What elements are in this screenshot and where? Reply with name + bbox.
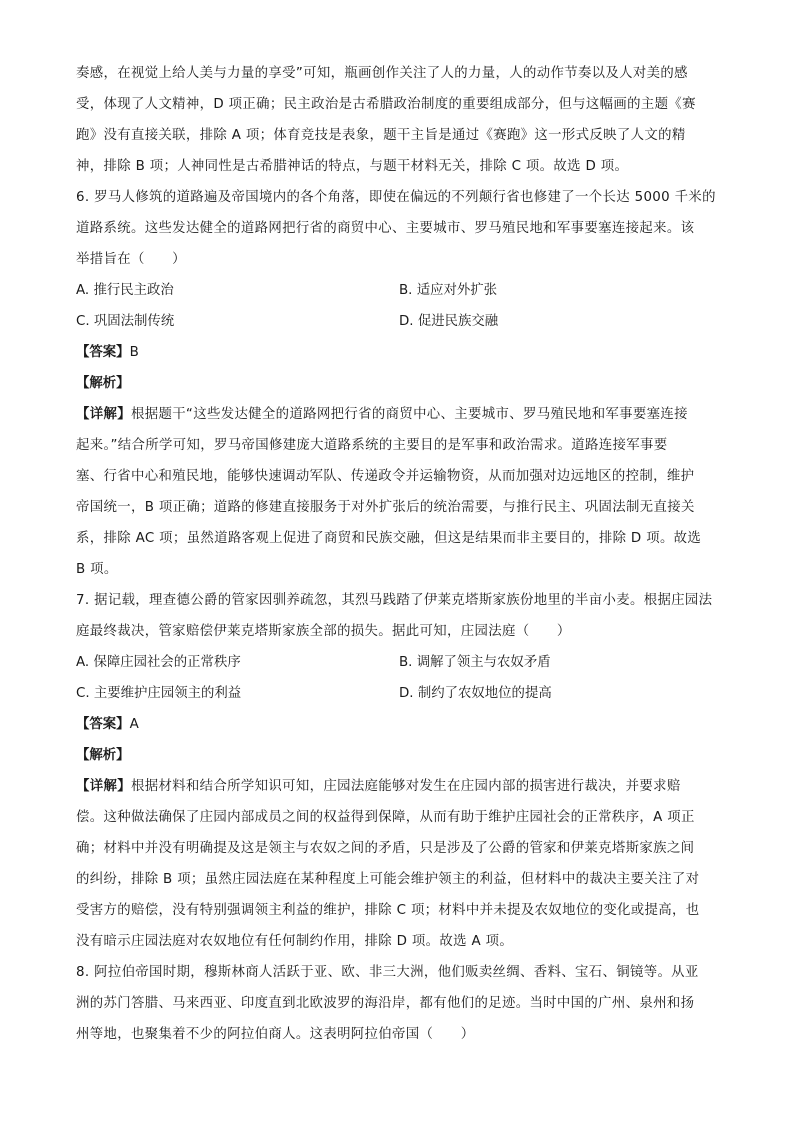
- detail-text: 根据题干“这些发达健全的道路网把行省的商贸中心、主要城市、罗马殖民地和军事要塞连接: [130, 407, 688, 422]
- prev-analysis: [76, 58, 721, 182]
- options-row: [76, 275, 721, 306]
- detail-line: 帝国统一，B 项正确；道路的修建直接服务于对外扩张后的统治需要，与推行民主、巩固法制无直接关: [76, 500, 695, 515]
- question-stem-line: 6. 罗马人修筑的道路遍及帝国境内的各个角落，即使在偏远的不列颠行省也修建了一个长达 5000 千米的: [76, 190, 716, 205]
- options-row: [76, 647, 721, 678]
- text-line: 神，排除 B 项；人神同性是古希腊神话的特点，与题干材料无关，排除 C 项。故选 D 项。: [76, 159, 629, 174]
- question-stem-line: 洲的苏门答腊、马来西亚、印度直到北欧波罗的海沿岸，都有他们的足迹。当时中国的广州、泉州和扬: [76, 996, 695, 1011]
- answer-tag: 【答案】: [76, 717, 130, 732]
- detail-line: 系，排除 AC 项；虽然道路客观上促进了商贸和民族交融，但这是结果而非主要目的，排除 D 项。故选: [76, 531, 702, 546]
- detail-tag: 【详解】: [76, 779, 131, 794]
- detail-line: 塞、行省中心和殖民地，能够快速调动军队、传递政令并运输物资，从而加强对边远地区的控制，维护: [76, 469, 695, 484]
- question-stem-line: 7. 据记载，理查德公爵的管家因驯养疏忽，其烈马践踏了伊莱克塔斯家族份地里的半亩小麦。根据庄园法: [76, 593, 713, 608]
- options-row: [76, 678, 721, 709]
- analysis-label: [76, 740, 721, 771]
- detail-line: 受害方的赔偿，没有特别强调领主利益的维护，排除 C 项；材料中并未提及农奴地位的变化或提高，也: [76, 903, 700, 918]
- question-7: [76, 585, 721, 957]
- question-stem-line: 庭最终裁决，管家赔偿伊莱克塔斯家族全部的损失。据此可知，庄园法庭（ ）: [76, 624, 571, 639]
- detail-line: 确；材料中并没有明确提及这是领主与农奴之间的矛盾，只是涉及了公爵的管家和伊莱克塔斯家族之间: [76, 841, 695, 856]
- option-b: B. 适应对外扩张: [399, 283, 498, 298]
- option-a: A. 推行民主政治: [76, 283, 174, 298]
- analysis-tag: 【解析】: [76, 376, 130, 391]
- analysis-tag: 【解析】: [76, 748, 130, 763]
- analysis-label: [76, 368, 721, 399]
- content-column: [76, 58, 721, 1050]
- option-c: C. 主要维护庄园领主的利益: [76, 686, 242, 701]
- question-stem-line: 道路系统。这些发达健全的道路网把行省的商贸中心、主要城市、罗马殖民地和军事要塞连接起来。该: [76, 221, 695, 236]
- text-line: 奏感，在视觉上给人美与力量的享受”可知，瓶画创作关注了人的力量，人的动作节奏以及人对美的感: [76, 66, 688, 81]
- detail-line: [76, 771, 721, 802]
- question-8: [76, 957, 721, 1050]
- detail-text: 根据材料和结合所学知识可知，庄园法庭能够对发生在庄园内部的损害进行裁决，并要求赔: [130, 779, 681, 794]
- question-6: [76, 182, 721, 585]
- text-line: 跑》没有直接关联，排除 A 项；体育竞技是表象，题干主旨是通过《赛跑》这一形式反映了人文的精: [76, 128, 686, 143]
- answer-value: A: [129, 717, 139, 732]
- detail-line: 的纠纷，排除 B 项；虽然庄园法庭在某种程度上可能会维护领主的利益，但材料中的裁决主要关注了对: [76, 872, 700, 887]
- answer-line: [76, 709, 721, 740]
- text-line: 受，体现了人文精神，D 项正确；民主政治是古希腊政治制度的重要组成部分，但与这幅画的主题《赛: [76, 97, 696, 112]
- detail-line: 没有暗示庄园法庭对农奴地位有任何制约作用，排除 D 项。故选 A 项。: [76, 934, 514, 949]
- detail-tag: 【详解】: [76, 407, 131, 422]
- detail-line: B 项。: [76, 562, 118, 577]
- detail-line: 起来。”结合所学可知，罗马帝国修建庞大道路系统的主要目的是军事和政治需求。道路连接军事要: [76, 438, 668, 453]
- option-a: A. 保障庄园社会的正常秩序: [76, 655, 241, 670]
- detail-line: [76, 399, 721, 430]
- option-d: D. 促进民族交融: [399, 314, 499, 329]
- question-stem-line: 8. 阿拉伯帝国时期，穆斯林商人活跃于亚、欧、非三大洲，他们贩卖丝绸、香料、宝石、铜镜等。从亚: [76, 965, 699, 980]
- detail-line: 偿。这种做法确保了庄园内部成员之间的权益得到保障，从而有助于维护庄园社会的正常秩序，A 项正: [76, 810, 695, 825]
- answer-value: B: [129, 345, 139, 360]
- option-c: C. 巩固法制传统: [76, 314, 175, 329]
- options-row: [76, 306, 721, 337]
- answer-tag: 【答案】: [76, 345, 130, 360]
- option-d: D. 制约了农奴地位的提高: [399, 686, 552, 701]
- option-b: B. 调解了领主与农奴矛盾: [399, 655, 551, 670]
- answer-line: [76, 337, 721, 368]
- question-stem-line: 举措旨在（ ）: [76, 252, 186, 267]
- question-stem-line: 州等地，也聚集着不少的阿拉伯商人。这表明阿拉伯帝国（ ）: [76, 1027, 475, 1042]
